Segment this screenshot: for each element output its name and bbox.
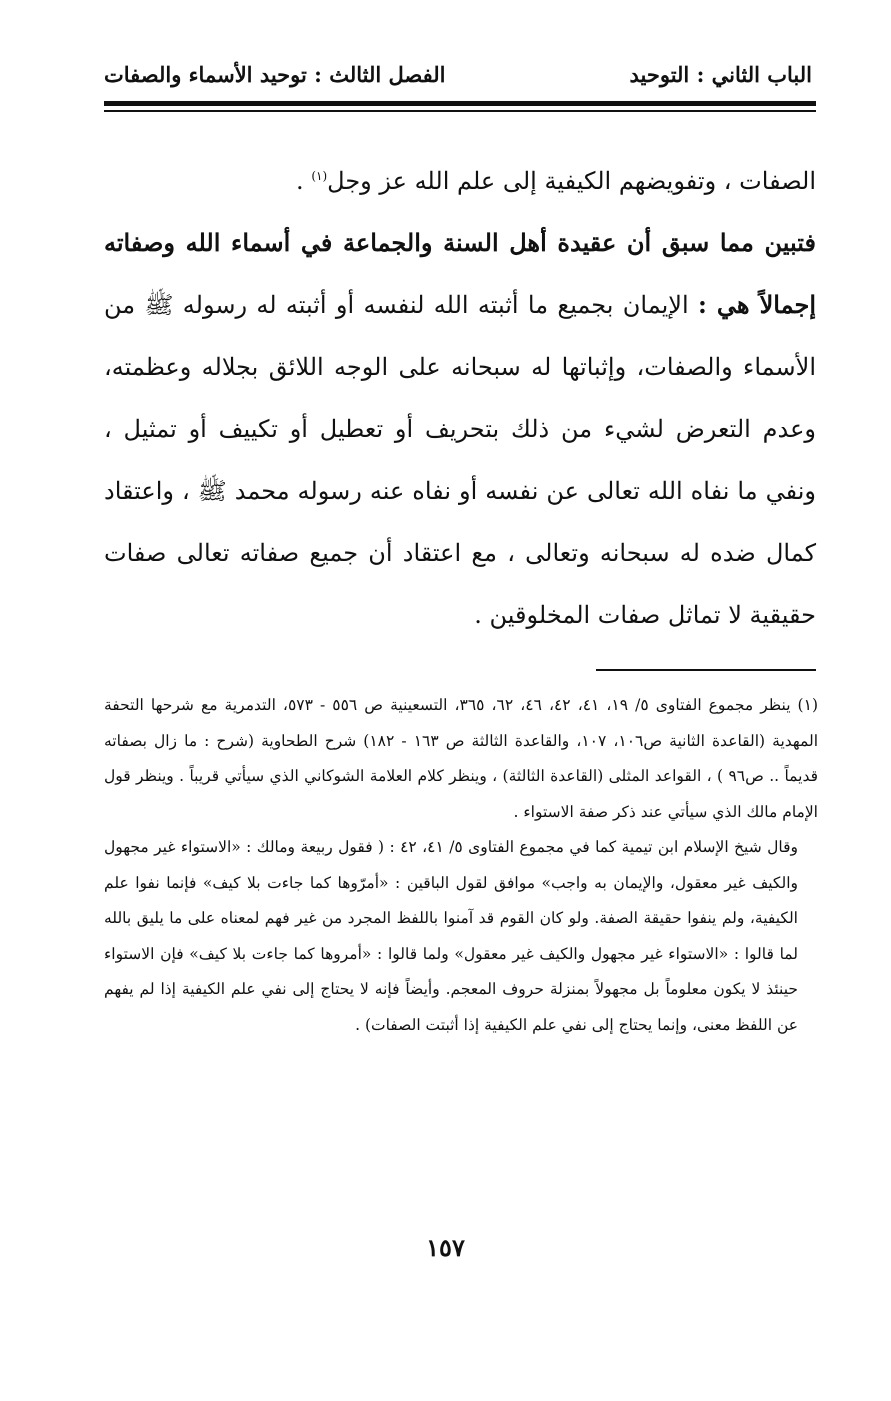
main-paragraph-2-bold: فتبين مما سبق أن عقيدة أهل السنة والجماعة في أسماء الله وصفاته إجمالاً هي :: [104, 228, 816, 319]
footnote-reference: (١): [311, 169, 328, 183]
footnotes: [104, 688, 818, 1043]
running-header: [104, 54, 812, 94]
main-paragraph-2-text: الإيمان بجميع ما أثبته الله لنفسه أو أثبته له رسوله ﷺ من الأسماء والصفات، وإثباتها له سبحانه على الوجه اللائق بجلاله وعظمته، وعدم التعرض لشيء من ذلك بتحريف أو تعطيل أو تكييف أو تمثيل ، ونفي ما نفاه الله تعالى عن نفسه أو نفاه عنه رسوله محمد ﷺ ، واعتقاد كمال ضده له سبحانه وتعالى ، مع اعتقاد أن جميع صفاته تعالى صفات حقيقية لا تماثل صفات المخلوقين .: [104, 291, 816, 629]
main-paragraph-2: [104, 212, 816, 646]
header-rule-thick: [104, 101, 816, 106]
main-paragraph-1: [104, 150, 816, 212]
footnote-separator: [596, 669, 816, 671]
main-paragraph-1-text: الصفات ، وتفويضهم الكيفية إلى علم الله عز وجل: [327, 167, 816, 195]
header-section-title: الفصل الثالث : توحيد الأسماء والصفات: [104, 61, 446, 87]
footnote-1-continuation: وقال شيخ الإسلام ابن تيمية كما في مجموع الفتاوى ٥/ ٤١، ٤٢ : ( فقول ربيعة ومالك : «الاستواء غير مجهول والكيف غير معقول، والإيمان به واجب» موافق لقول الباقين : «أمرّوها كما جاءت بلا كيف» فإنما نفوا علم الكيفية، ولم ينفوا حقيقة الصفة. ولو كان القوم قد آمنوا باللفظ المجرد من غير فهم لمعناه على ما يليق بالله لما قالوا : «الاستواء غير مجهول والكيف غير معقول» ولما قالوا : «أمروها كما جاءت بلا كيف» فإن الاستواء حينئذ لا يكون معلوماً بل مجهولاً بمنزلة حروف المعجم. وأيضاً فإنه لا يحتاج إلى نفي علم الكيفية إذا لم يفهم عن اللفظ معنى، وإنما يحتاج إلى نفي علم الكيفية إذا أثبتت الصفات) .: [104, 838, 798, 1034]
page-number: ١٥٧: [426, 1233, 465, 1262]
main-text: [104, 150, 816, 646]
main-paragraph-1-end: .: [296, 167, 304, 195]
header-rule-thin: [104, 110, 816, 112]
footnote-1: (١) ينظر مجموع الفتاوى ٥/ ١٩، ٤١، ٤٢، ٤٦، ٦٢، ٣٦٥، التسعينية ص ٥٥٦ - ٥٧٣، التدمرية مع شرحها التحفة المهدية (القاعدة الثانية ص١٠٦، ١٠٧، والقاعدة الثالثة ص ١٦٣ - ١٨٢) شرح الطحاوية (شرح : ما زال بصفاته قديماً .. ص٩٦ ) ، القواعد المثلى (القاعدة الثالثة) ، وينظر كلام العلامة الشوكاني الذي سيأتي قريباً . وينظر قول الإمام مالك الذي سيأتي عند ذكر صفة الاستواء .: [104, 696, 819, 821]
header-chapter-title: الباب الثاني : التوحيد: [629, 61, 812, 87]
